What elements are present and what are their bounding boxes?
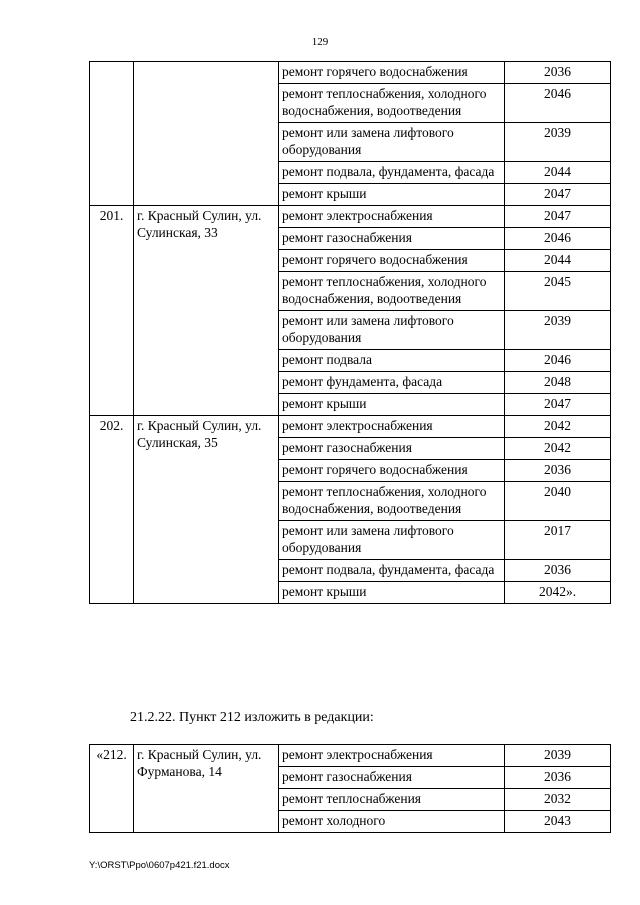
work-type-cell: ремонт теплоснабжения, холодного водоснабжения, водоотведения (279, 272, 505, 311)
address-cell (134, 62, 279, 206)
work-type-cell: ремонт или замена лифтового оборудования (279, 521, 505, 560)
address-cell: г. Красный Сулин, ул. Фурманова, 14 (134, 745, 279, 833)
year-cell: 2036 (505, 767, 611, 789)
year-cell: 2036 (505, 62, 611, 84)
works-table-body (90, 62, 611, 604)
year-cell: 2043 (505, 811, 611, 833)
year-cell: 2044 (505, 162, 611, 184)
year-cell: 2036 (505, 560, 611, 582)
file-path-footer: Y:\ORST\Ppo\0607p421.f21.docx (89, 860, 230, 871)
year-cell: 2047 (505, 394, 611, 416)
year-cell: 2017 (505, 521, 611, 560)
year-cell: 2044 (505, 250, 611, 272)
paragraph-amendment: 21.2.22. Пункт 212 изложить в редакции: (130, 710, 374, 725)
address-cell: г. Красный Сулин, ул. Сулинская, 35 (134, 416, 279, 604)
year-cell: 2039 (505, 311, 611, 350)
work-type-cell: ремонт электроснабжения (279, 745, 505, 767)
work-type-cell: ремонт крыши (279, 394, 505, 416)
work-type-cell: ремонт горячего водоснабжения (279, 250, 505, 272)
work-type-cell: ремонт или замена лифтового оборудования (279, 123, 505, 162)
year-cell: 2042». (505, 582, 611, 604)
item-number-cell: 202. (90, 416, 134, 604)
work-type-cell: ремонт подвала, фундамента, фасада (279, 560, 505, 582)
work-type-cell: ремонт холодного (279, 811, 505, 833)
table-row (90, 416, 611, 438)
year-cell: 2045 (505, 272, 611, 311)
year-cell: 2047 (505, 206, 611, 228)
work-type-cell: ремонт крыши (279, 582, 505, 604)
year-cell: 2046 (505, 84, 611, 123)
year-cell: 2046 (505, 228, 611, 250)
work-type-cell: ремонт теплоснабжения, холодного водоснабжения, водоотведения (279, 482, 505, 521)
year-cell: 2039 (505, 745, 611, 767)
address-cell: г. Красный Сулин, ул. Сулинская, 33 (134, 206, 279, 416)
work-type-cell: ремонт электроснабжения (279, 206, 505, 228)
year-cell: 2040 (505, 482, 611, 521)
work-type-cell: ремонт теплоснабжения, холодного водоснабжения, водоотведения (279, 84, 505, 123)
year-cell: 2046 (505, 350, 611, 372)
work-type-cell: ремонт или замена лифтового оборудования (279, 311, 505, 350)
work-type-cell: ремонт горячего водоснабжения (279, 62, 505, 84)
works-table-new-item-body (90, 745, 611, 833)
work-type-cell: ремонт газоснабжения (279, 438, 505, 460)
table-row (90, 206, 611, 228)
works-table-new-item (89, 744, 611, 833)
work-type-cell: ремонт подвала, фундамента, фасада (279, 162, 505, 184)
year-cell: 2032 (505, 789, 611, 811)
year-cell: 2047 (505, 184, 611, 206)
work-type-cell: ремонт подвала (279, 350, 505, 372)
year-cell: 2039 (505, 123, 611, 162)
works-table (89, 61, 611, 604)
work-type-cell: ремонт теплоснабжения (279, 789, 505, 811)
work-type-cell: ремонт фундамента, фасада (279, 372, 505, 394)
table-row (90, 62, 611, 84)
work-type-cell: ремонт газоснабжения (279, 228, 505, 250)
page-number: 129 (311, 36, 329, 48)
work-type-cell: ремонт газоснабжения (279, 767, 505, 789)
year-cell: 2048 (505, 372, 611, 394)
year-cell: 2042 (505, 438, 611, 460)
work-type-cell: ремонт горячего водоснабжения (279, 460, 505, 482)
table-row (90, 745, 611, 767)
year-cell: 2036 (505, 460, 611, 482)
item-number-cell: 201. (90, 206, 134, 416)
item-number-cell: «212. (90, 745, 134, 833)
work-type-cell: ремонт электроснабжения (279, 416, 505, 438)
year-cell: 2042 (505, 416, 611, 438)
item-number-cell (90, 62, 134, 206)
work-type-cell: ремонт крыши (279, 184, 505, 206)
